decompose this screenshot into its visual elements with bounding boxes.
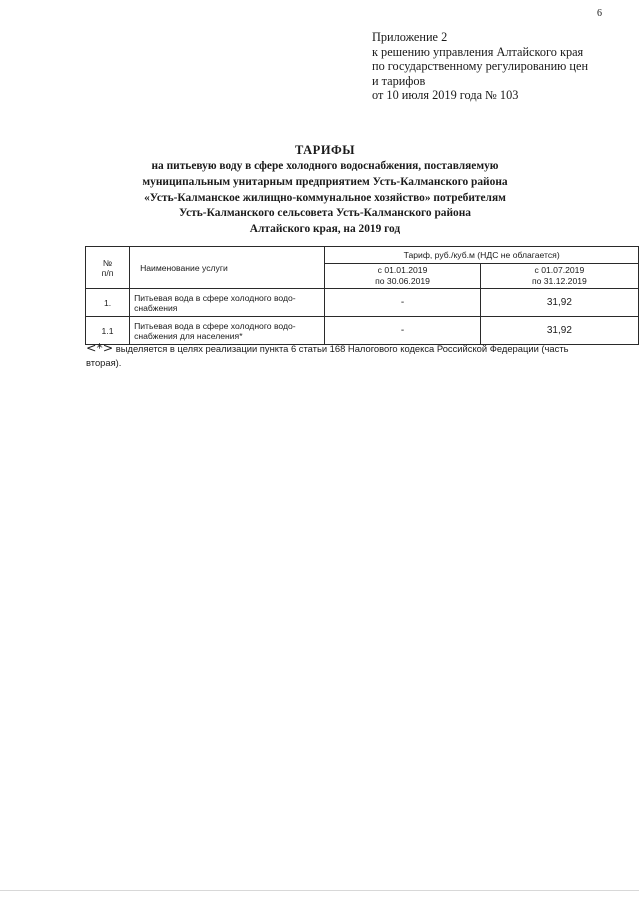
row-number: 1. [86,289,130,317]
service-name-line: Питьевая вода в сфере холодного водо- [134,320,296,331]
title-heading: ТАРИФЫ [294,143,356,157]
row-tariff-period-1: - [325,317,480,345]
appendix-line: Приложение 2 [372,30,448,44]
title-line: Усть-Калманского сельсовета Усть-Калманского района [178,207,471,220]
header-period-1 [325,264,480,289]
row-tariff-period-2: 31,92 [480,317,638,345]
scan-edge-line [0,890,639,891]
row-number: 1.1 [86,317,130,345]
title-line: муниципальным унитарным предприятием Усть-Калманского района [142,175,508,188]
period-1-start: с 01.01.2019 [377,265,428,275]
title-line: «Усть-Калманское жилищно-коммунальное хозяйство» потребителям [144,191,506,204]
service-name-line: снабжения [134,302,178,313]
appendix-line: к решению управления Алтайского края [372,44,584,59]
header-number-label: п/п [101,267,114,278]
title-line: Алтайского края, на 2019 год [249,223,401,236]
period-1-end: по 30.06.2019 [375,276,430,286]
appendix-note [372,30,588,103]
header-tariff: Тариф, руб./куб.м (НДС не облагается) [325,247,639,264]
title-line: на питьевую воду в сфере холодного водоснабжения, поставляемую [151,160,499,172]
header-number-sign: № [102,257,113,268]
header-service-name: Наименование услуги [130,247,325,289]
footnote-text: выделяется в целях реализации пункта 6 статьи 168 Налогового кодекса Российской Федерации (часть вторая). [86,343,569,368]
service-name-line: снабжения для населения* [134,330,243,341]
table-header-row [86,247,639,264]
page-number: 6 [597,8,602,19]
tariff-table [85,246,639,345]
row-service-name [130,289,325,317]
footnote [86,341,606,370]
period-2-end: по 31.12.2019 [531,276,587,286]
appendix-line: от 10 июля 2019 года № 103 [372,88,519,102]
service-name-line: Питьевая вода в сфере холодного водо- [134,292,296,303]
row-tariff-period-2: 31,92 [480,289,638,317]
row-tariff-period-1: - [325,289,480,317]
header-number [86,247,130,289]
footnote-mark: <*> [86,340,114,355]
appendix-line: по государственному регулированию цен [372,59,589,73]
appendix-line: и тарифов [372,73,426,88]
document-title [110,143,540,238]
header-period-2 [480,264,638,289]
table-row [86,289,639,317]
period-2-start: с 01.07.2019 [534,265,585,275]
